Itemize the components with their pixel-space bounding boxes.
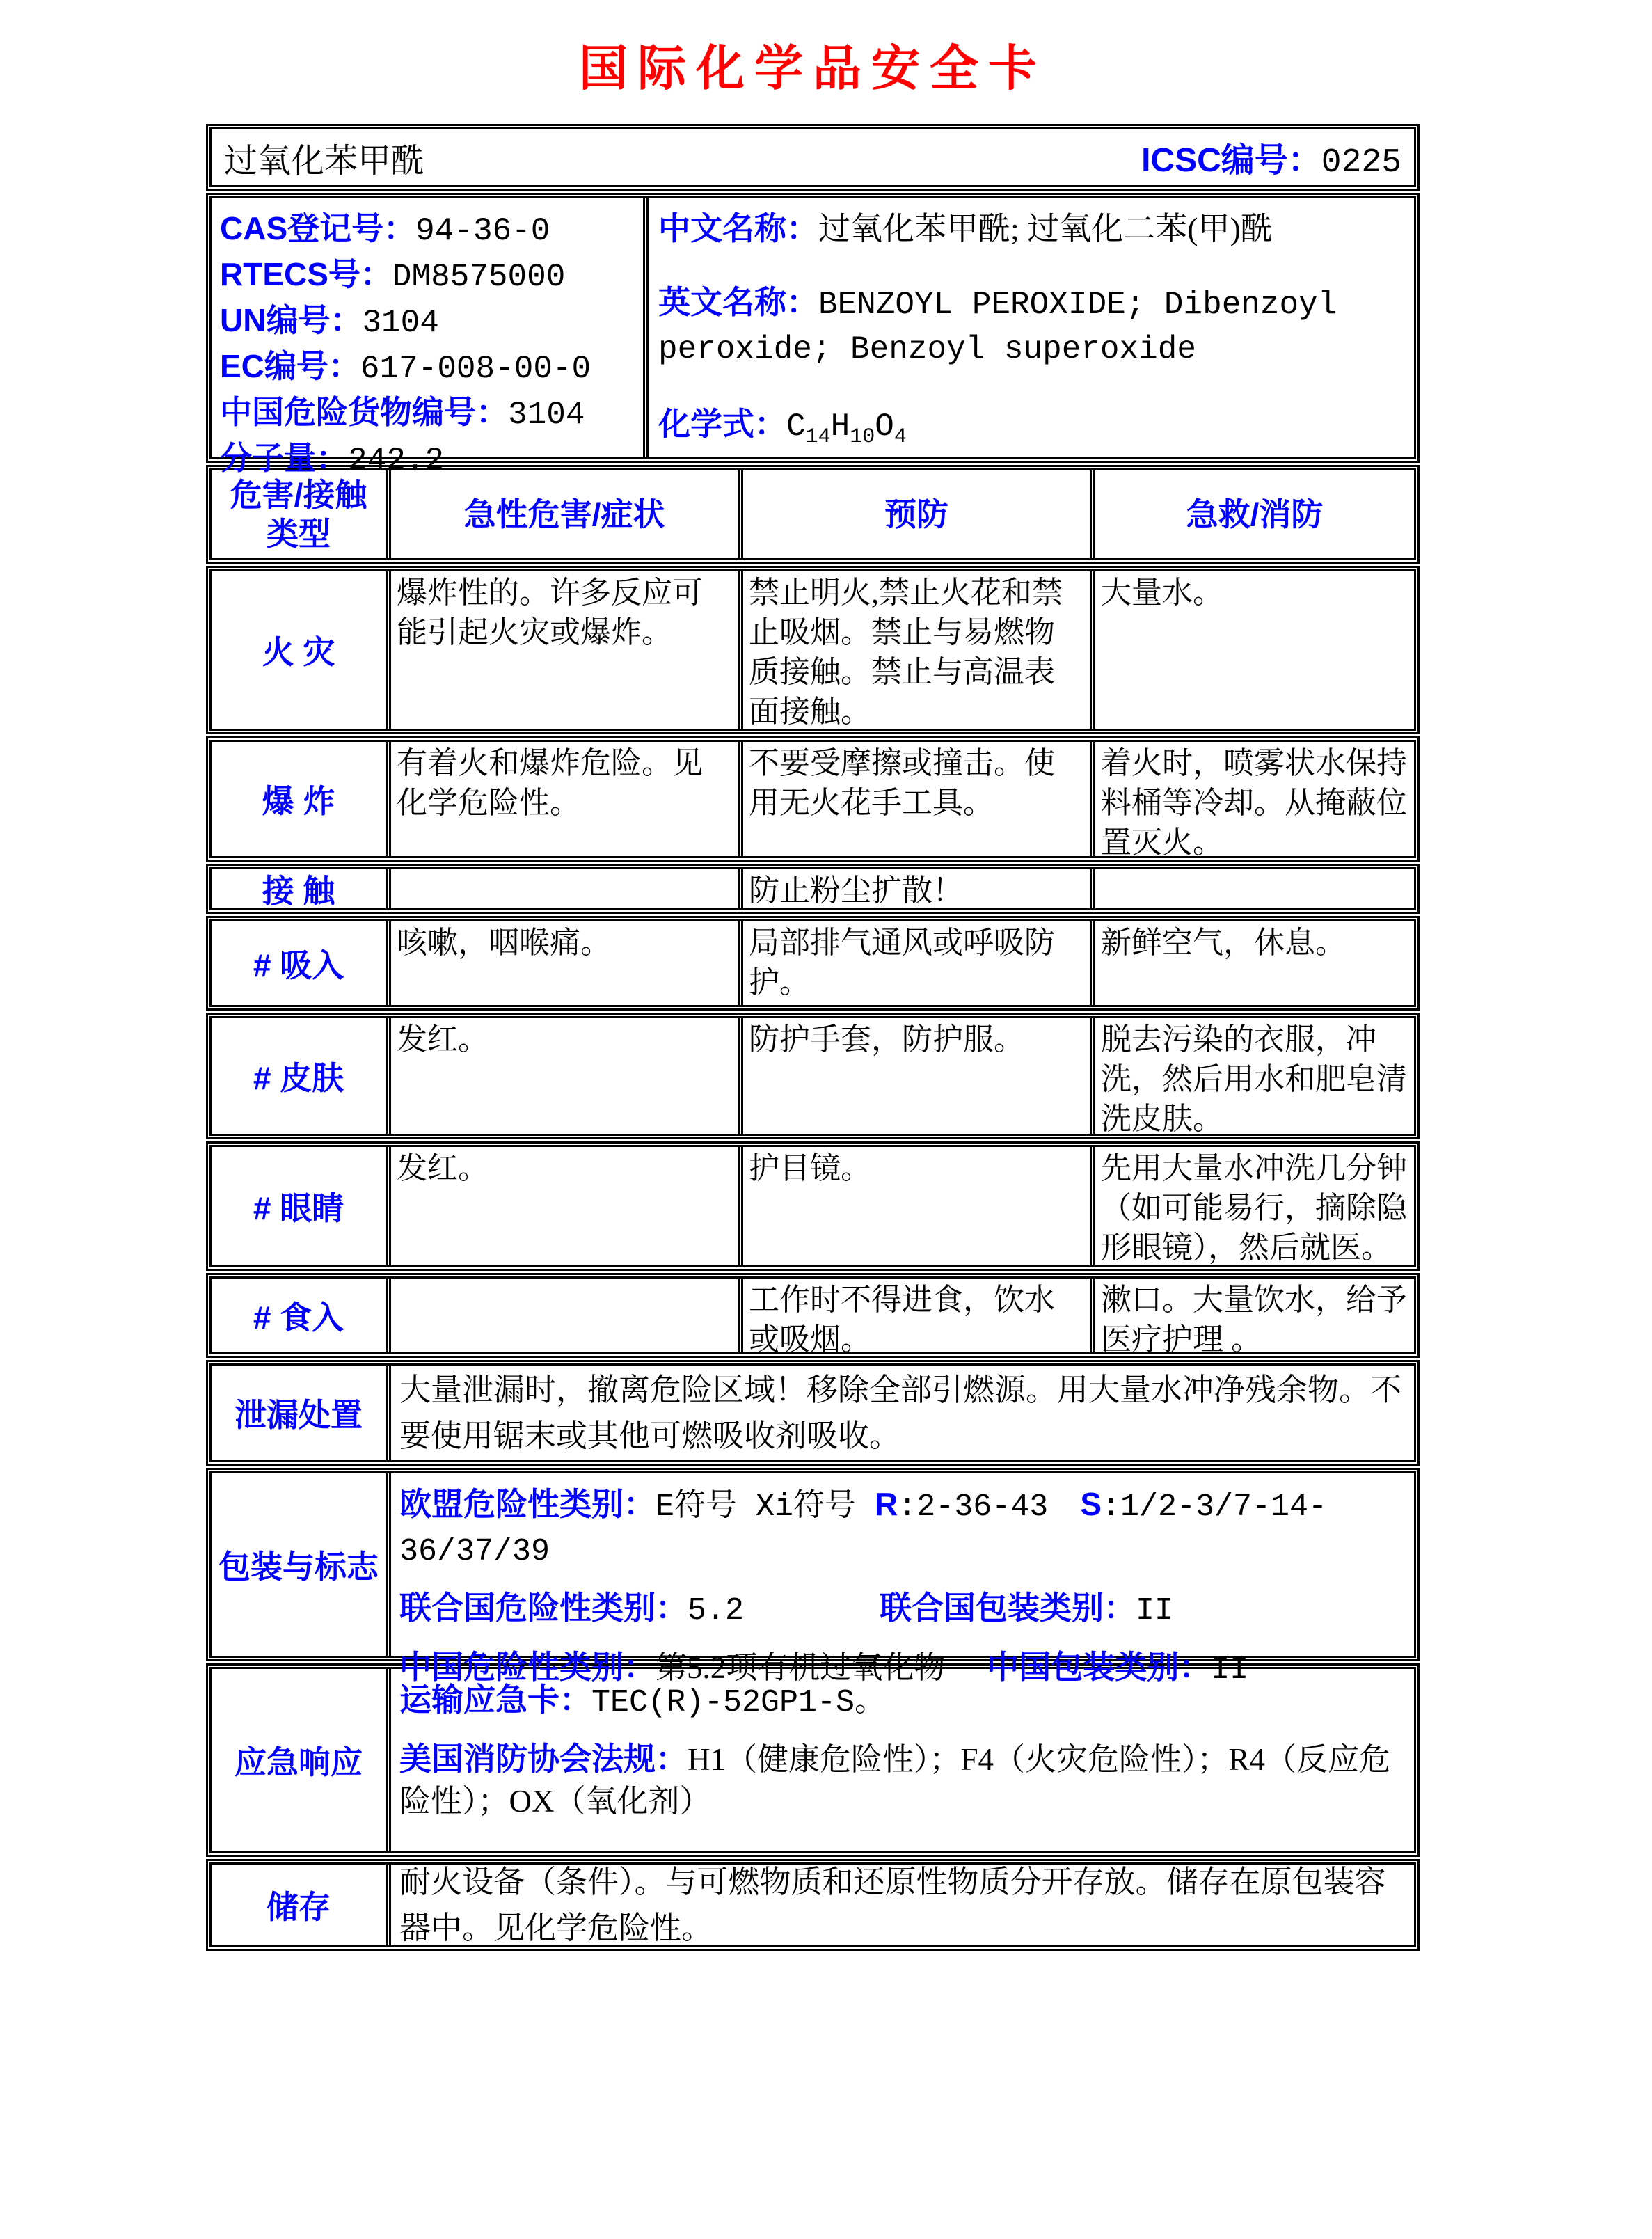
fire-prevention-cell: 禁止明火,禁止火花和禁止吸烟。禁止与易燃物质接触。禁止与高温表面接触。 xyxy=(738,571,1090,729)
hazard-row-skin xyxy=(206,1013,1420,1139)
eyes-symptoms-cell: 发红。 xyxy=(386,1147,738,1265)
cn-class-value: 第5.2项有机过氧化物 xyxy=(656,1650,946,1685)
explosion-symptoms-cell: 有着火和爆炸危险。见化学危险性。 xyxy=(386,742,738,856)
eu-symbols: E符号 Xi符号 xyxy=(656,1489,875,1525)
eyes-prevention-cell: 护目镜。 xyxy=(738,1147,1090,1265)
icsc-number-label: ICSC编号： xyxy=(1141,142,1321,179)
packaging-section xyxy=(206,1468,1420,1688)
s-phrase-label: S xyxy=(1080,1486,1102,1522)
un-classification-line xyxy=(399,1587,1406,1632)
card-header-row xyxy=(206,124,1420,191)
chemical-formula-line: 化学式：$C_{14}H_{10}O_4$ xyxy=(658,406,907,450)
contact-prevention-cell: 防止粉尘扩散！ xyxy=(738,869,1090,908)
transport-emergency-card-line xyxy=(399,1679,1406,1724)
un-class-value: 5.2 xyxy=(688,1593,745,1629)
eu-classification-line xyxy=(399,1483,1406,1573)
header-prevention: 预防 xyxy=(738,470,1090,558)
row-label-emergency: 应急响应 xyxy=(235,1744,363,1780)
row-label-ingestion: # 食入 xyxy=(253,1299,344,1336)
ingestion-first-aid-cell: 漱口。大量饮水，给予医疗护理 。 xyxy=(1090,1279,1414,1352)
fire-first-aid-cell: 大量水。 xyxy=(1090,571,1414,729)
safety-card xyxy=(206,124,1420,1951)
explosion-first-aid-cell: 着火时，喷雾状水保持料桶等冷却。从掩蔽位置灭火。 xyxy=(1090,742,1414,856)
card-header-cell xyxy=(212,129,1414,185)
chinese-name-line: 中文名称：过氧化苯甲酰; 过氧化二苯(甲)酰 xyxy=(658,210,1273,246)
row-label-packaging: 包装与标志 xyxy=(219,1549,379,1585)
hazard-row-eyes xyxy=(206,1141,1420,1271)
ingestion-symptoms-cell xyxy=(386,1279,738,1352)
spillage-text: 大量泄漏时，撤离危险区域！移除全部引燃源。用大量水冲净残余物。不要使用锯末或其他可燃吸收剂吸收。 xyxy=(386,1366,1414,1460)
spillage-section xyxy=(206,1360,1420,1466)
r-phrase-label: R xyxy=(875,1486,898,1522)
hazard-table-header xyxy=(206,465,1420,564)
ec-number: EC编号：617-008-00-0 xyxy=(220,348,591,387)
terc-label: 运输应急卡： xyxy=(399,1682,591,1718)
contact-first-aid-cell xyxy=(1090,869,1414,908)
english-name-line: 英文名称：BENZOYL PEROXIDE; Dibenzoyl peroxide; Benzoyl superoxide xyxy=(658,284,1337,367)
eyes-first-aid-cell: 先用大量水冲洗几分钟（如可能易行，摘除隐形眼镜），然后就医。 xyxy=(1090,1147,1414,1265)
row-label-storage: 储存 xyxy=(267,1889,331,1925)
molecular-weight: 分子量：242.2 xyxy=(220,440,445,479)
chemical-name: 过氧化苯甲酰 xyxy=(224,142,425,180)
contact-symptoms-cell xyxy=(386,869,738,908)
header-hazard-type: 危害/接触 类型 xyxy=(230,477,367,552)
cn-pack-value: II xyxy=(1211,1652,1249,1688)
cn-class-label: 中国危险性类别： xyxy=(399,1649,656,1685)
hazard-row-explosion xyxy=(206,736,1420,862)
terc-value: TEC(R)-52GP1-S。 xyxy=(591,1685,887,1720)
emergency-content xyxy=(386,1669,1414,1851)
identification-section xyxy=(206,193,1420,479)
r-phrase-value: :2-36-43 xyxy=(898,1489,1049,1525)
header-first-aid: 急救/消防 xyxy=(1090,470,1414,558)
identification-names xyxy=(643,198,1414,457)
hazard-row-inhalation xyxy=(206,916,1420,1011)
emergency-section xyxy=(206,1663,1420,1857)
header-symptoms: 急性危害/症状 xyxy=(386,470,738,558)
fire-symptoms-cell: 爆炸性的。许多反应可能引起火灾或爆炸。 xyxy=(386,571,738,729)
un-number: UN编号：3104 xyxy=(220,302,439,341)
inhalation-symptoms-cell: 咳嗽，咽喉痛。 xyxy=(386,921,738,1005)
un-pack-value: II xyxy=(1136,1593,1174,1629)
cn-pack-label: 中国包装类别： xyxy=(987,1649,1212,1685)
ingestion-prevention-cell: 工作时不得进食，饮水或吸烟。 xyxy=(738,1279,1090,1352)
nfpa-label: 美国消防协会法规： xyxy=(399,1741,688,1777)
identification-numbers xyxy=(212,198,643,479)
row-label-explosion: 爆 炸 xyxy=(262,783,335,819)
hazard-row-contact xyxy=(206,864,1420,914)
hazard-row-fire xyxy=(206,566,1420,734)
nfpa-line xyxy=(399,1738,1406,1822)
icsc-number xyxy=(1141,133,1401,182)
eu-class-label: 欧盟危险性类别： xyxy=(399,1486,656,1522)
inhalation-prevention-cell: 局部排气通风或呼吸防护。 xyxy=(738,921,1090,1005)
row-label-contact: 接 触 xyxy=(262,873,335,909)
cas-number: CAS登记号：94-36-0 xyxy=(220,210,550,249)
chemical-formula: $C_{14}H_{10}O_4$ xyxy=(786,409,907,450)
explosion-prevention-cell: 不要受摩擦或撞击。使用无火花手工具。 xyxy=(738,742,1090,856)
hazard-row-ingestion xyxy=(206,1273,1420,1358)
un-pack-label: 联合国包装类别： xyxy=(880,1590,1136,1626)
row-label-inhalation: # 吸入 xyxy=(253,947,344,983)
packaging-content xyxy=(386,1473,1414,1688)
rtecs-number: RTECS号：DM8575000 xyxy=(220,256,566,295)
icsc-number-value: 0225 xyxy=(1321,144,1401,182)
row-label-spillage: 泄漏处置 xyxy=(235,1397,363,1433)
skin-first-aid-cell: 脱去污染的衣服，冲洗，然后用水和肥皂清洗皮肤。 xyxy=(1090,1018,1414,1134)
storage-text: 耐火设备（条件）。与可燃物质和还原性物质分开存放。储存在原包装容器中。见化学危险性。 xyxy=(386,1865,1414,1945)
un-class-label: 联合国危险性类别： xyxy=(399,1590,688,1626)
row-label-fire: 火 灾 xyxy=(262,634,335,670)
skin-prevention-cell: 防护手套，防护服。 xyxy=(738,1018,1090,1134)
row-label-eyes: # 眼睛 xyxy=(253,1190,344,1226)
cn-dangerous-goods-number: 中国危险货物编号：3104 xyxy=(220,394,585,433)
nfpa-value: H1（健康危险性）；F4（火灾危险性）；R4（反应危险性）；OX（氧化剂） xyxy=(399,1742,1391,1819)
storage-section xyxy=(206,1859,1420,1951)
s-phrase-value: :1/2-3/7-14-36/37/39 xyxy=(399,1489,1328,1569)
page-title: 国际化学品安全卡 xyxy=(579,41,1047,95)
skin-symptoms-cell: 发红。 xyxy=(386,1018,738,1134)
inhalation-first-aid-cell: 新鲜空气，休息。 xyxy=(1090,921,1414,1005)
row-label-skin: # 皮肤 xyxy=(253,1060,344,1096)
